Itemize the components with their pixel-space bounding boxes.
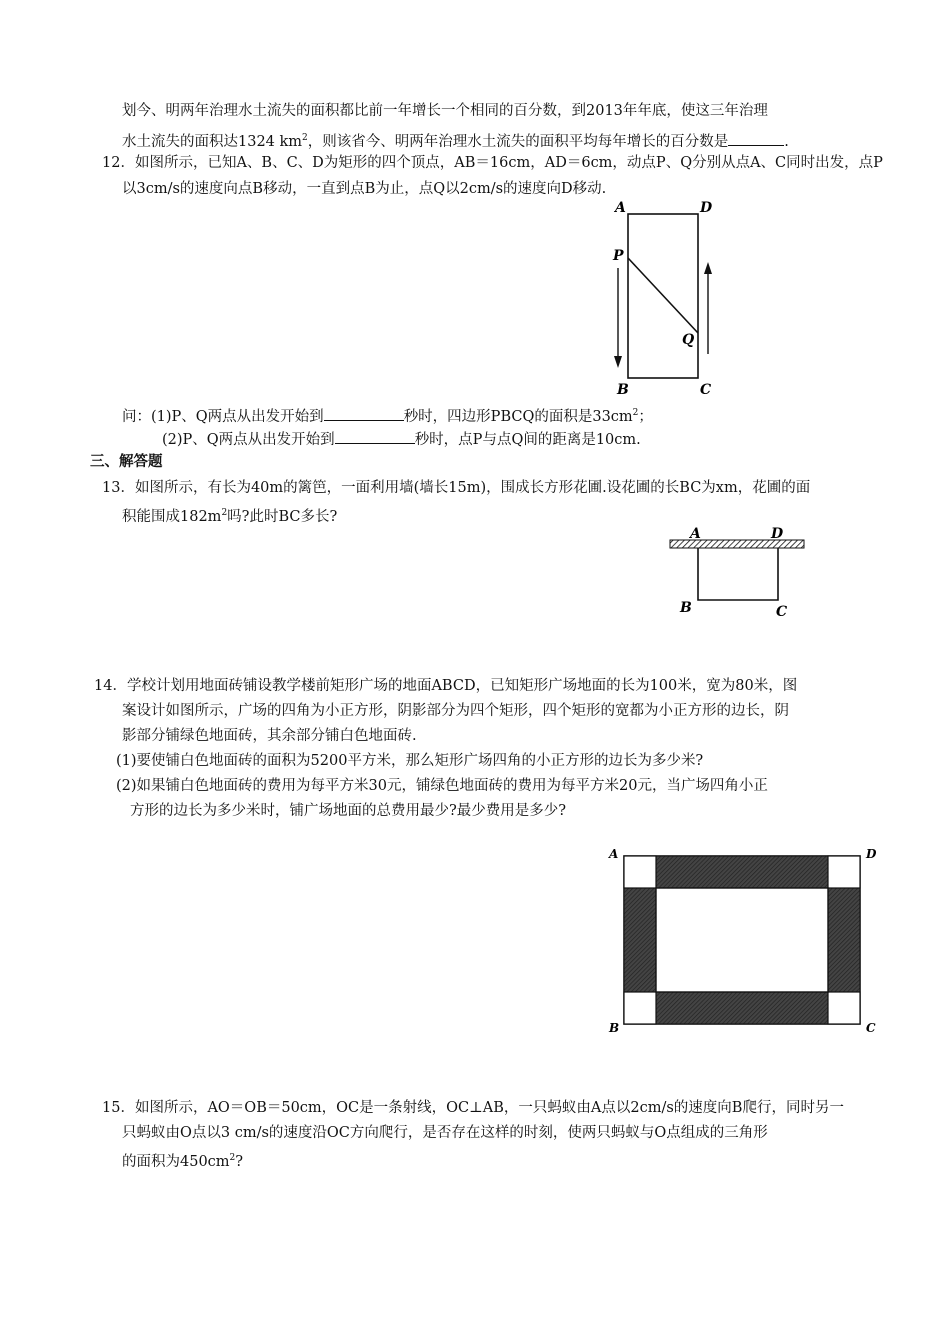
q14-white-center bbox=[656, 888, 828, 992]
q12-label-b: B bbox=[617, 382, 629, 398]
q12-label-c: C bbox=[700, 382, 712, 398]
q14-corner-square-a bbox=[624, 856, 656, 888]
q13-label-c: C bbox=[776, 604, 788, 620]
q12-line-2: 以3cm/s的速度向点B移动，一直到点B为止，点Q以2cm/s的速度向D移动. bbox=[122, 181, 607, 197]
q14-corner-square-d bbox=[828, 856, 860, 888]
q12-label-q: Q bbox=[682, 332, 695, 348]
q14-label-b: B bbox=[609, 1021, 620, 1035]
q12-ask-2-text: (2)P、Q两点从出发开始到 bbox=[162, 432, 335, 448]
q14-sub-2-line-1: (2)如果铺白色地面砖的费用为每平方米30元，铺绿色地面砖的费用为每平方米20元，当广场四角小正 bbox=[116, 778, 768, 794]
q12-line-1: 12．如图所示，已知A、B、C、D为矩形的四个顶点，AB＝16cm，AD＝6cm，动点P、Q分别从点A、C同时出发，点P bbox=[102, 155, 883, 171]
q14-square-figure bbox=[604, 836, 888, 1036]
q13-text-b: 吗?此时BC多长? bbox=[227, 508, 338, 525]
q12-rectangle-figure bbox=[608, 196, 730, 400]
q13-label-b: B bbox=[680, 600, 692, 616]
q13-line-2 bbox=[122, 503, 337, 527]
q12-ask-2 bbox=[162, 428, 641, 450]
q15-line-3 bbox=[122, 1148, 243, 1172]
q14-corner-square-c bbox=[828, 992, 860, 1024]
q13-label-a: A bbox=[690, 526, 701, 542]
q11-text: 水土流失的面积达1324 km bbox=[122, 133, 303, 150]
q12-label-a: A bbox=[615, 200, 626, 216]
section-title: 三、解答题 bbox=[90, 453, 163, 470]
q14-line-3: 影部分铺绿色地面砖，其余部分铺白色地面砖. bbox=[122, 728, 417, 744]
q13-text: 积能围成182m bbox=[122, 508, 222, 525]
q11-text-b: ，则该省今、明两年治理水土流失的面积平均每年增长的百分数是 bbox=[307, 133, 729, 150]
q14-label-a: A bbox=[609, 847, 619, 861]
q12-ask-1-text-b: 秒时，四边形PBCQ的面积是33cm bbox=[403, 408, 633, 425]
q14-shaded-left bbox=[624, 888, 656, 992]
q12-arrowhead-down bbox=[614, 356, 622, 368]
q12-ask-1-end: ； bbox=[638, 408, 653, 425]
q14-line-2: 案设计如图所示，广场的四角为小正方形，阴影部分为四个矩形，四个矩形的宽都为小正方形的边长，阴 bbox=[122, 703, 789, 719]
q11-line-2 bbox=[122, 128, 789, 152]
q14-corner-square-b bbox=[624, 992, 656, 1024]
q11-superscript: 2 bbox=[302, 133, 308, 143]
q12-answer-blank-1[interactable] bbox=[324, 405, 404, 421]
q12-label-p: P bbox=[613, 248, 624, 264]
q13-garden-figure bbox=[668, 522, 808, 622]
q13-label-d: D bbox=[771, 526, 784, 542]
q12-ask-1-superscript: 2 bbox=[632, 408, 639, 418]
q12-arrowhead-up bbox=[704, 262, 712, 274]
q12-ask-1 bbox=[122, 403, 653, 427]
q14-label-c: C bbox=[866, 1021, 876, 1035]
q14-line-1: 14．学校计划用地面砖铺设教学楼前矩形广场的地面ABCD，已知矩形广场地面的长为100米，宽为80米，图 bbox=[94, 678, 798, 694]
q14-label-d: D bbox=[866, 847, 877, 861]
q14-sub-1: (1)要使铺白色地面砖的面积为5200平方米，那么矩形广场四角的小正方形的边长为多少米? bbox=[116, 753, 704, 769]
q14-shaded-top bbox=[656, 856, 828, 888]
q11-answer-blank[interactable] bbox=[728, 130, 784, 146]
q11-line-1: 划今、明两年治理水土流失的面积都比前一年增长一个相同的百分数，到2013年年底，使这三年治理 bbox=[122, 103, 768, 119]
q15-text: 的面积为450cm bbox=[122, 1153, 230, 1170]
q13-line-1: 13．如图所示，有长为40m的篱笆，一面利用墙(墙长15m)，围成长方形花圃.设花圃的长BC为xm，花圃的面 bbox=[102, 480, 811, 496]
q11-period: . bbox=[784, 133, 789, 150]
q12-ask-1-text: 问：(1)P、Q两点从出发开始到 bbox=[122, 408, 324, 425]
q14-shaded-right bbox=[828, 888, 860, 992]
q15-line-2: 只蚂蚁由O点以3 cm/s的速度沿OC方向爬行，是否存在这样的时刻，使两只蚂蚁与O点组成的三角形 bbox=[122, 1125, 768, 1141]
q13-superscript: 2 bbox=[221, 508, 228, 518]
q15-line-1: 15．如图所示，AO＝OB＝50cm，OC是一条射线，OC⊥AB，一只蚂蚁由A点以2cm/s的速度向B爬行，同时另一 bbox=[102, 1100, 844, 1116]
q14-sub-2-line-2: 方形的边长为多少米时，铺广场地面的总费用最少?最少费用是多少? bbox=[130, 803, 567, 819]
q14-shaded-bottom bbox=[656, 992, 828, 1024]
q12-segment-pq bbox=[628, 258, 698, 333]
q12-answer-blank-2[interactable] bbox=[335, 428, 415, 444]
q12-ask-2-text-b: 秒时，点P与点Q间的距离是10cm. bbox=[414, 432, 641, 448]
q15-text-b: ? bbox=[235, 1153, 244, 1170]
q15-superscript: 2 bbox=[229, 1153, 236, 1163]
q13-fence bbox=[698, 548, 778, 600]
q12-label-d: D bbox=[700, 200, 713, 216]
